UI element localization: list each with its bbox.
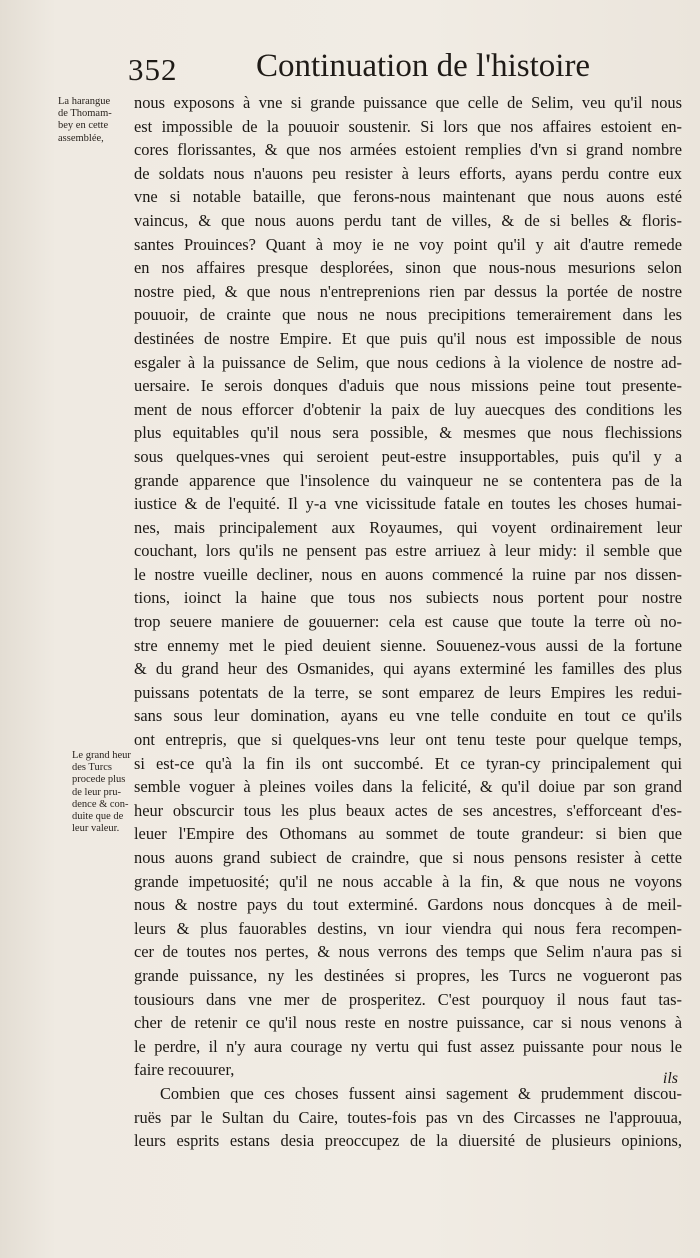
page-number: 352 bbox=[128, 52, 178, 87]
text-line: nous exposons à vne si grande puissance que celle de Selim, veu qu'il nous bbox=[134, 93, 682, 112]
marginal-note-grand-heur bbox=[72, 750, 140, 835]
marginal-line: bey en cette bbox=[58, 120, 109, 132]
paragraph2-line: Combien que ces choses fussent ainsi sagement & prudemment discou- bbox=[160, 1083, 682, 1103]
text-line: pouuoir, de crainte que nous ne nous precipitions temerairement dans les bbox=[134, 305, 682, 325]
text-line: plus equitables qu'il nous sera possible, & mesmes que nous flechissions bbox=[134, 423, 682, 443]
text-line: ment de nous efforcer d'obtenir la paix de luy auecques des conditions les bbox=[134, 399, 682, 419]
text-line: tions, ioinct la haine que tous nos subiects nous portent pour nostre bbox=[134, 588, 682, 608]
marginal-line: assemblée, bbox=[58, 132, 104, 144]
text-line: sans sous leur domination, ayans eu vne telle conduite en tout ce qu'ils bbox=[134, 706, 682, 726]
text-line: santes Prouinces? Quant à moy ie ne voy point qu'il y ait d'autre remede bbox=[134, 234, 682, 254]
marginal-line: leur valeur. bbox=[72, 823, 120, 835]
marginal-note-harangue bbox=[58, 96, 140, 145]
text-line: puissans potentats de la terre, se sont emparez de leurs Empires les redui- bbox=[134, 682, 682, 702]
text-line: ont entrepris, que si quelques-vns leur ont tenu teste pour quelque temps, bbox=[134, 730, 682, 750]
text-line: couchant, lors qu'ils ne pensent pas estre arriuez à leur midy: il semble que bbox=[134, 541, 682, 561]
text-line: grande apparence que l'insolence du vainqueur ne se contentera pas de la bbox=[134, 470, 682, 490]
page-header bbox=[128, 48, 591, 92]
text-line: de soldats nous n'auons peu resister à leurs efforts, ayans perdu contre eux bbox=[134, 163, 682, 183]
paragraph2-line: leurs esprits estans desia preoccupez de la diuersité de plusieurs opinions, bbox=[134, 1131, 682, 1151]
text-line: esgaler à la puissance de Selim, que nous cedions à la violence de nostre ad- bbox=[134, 352, 682, 372]
text-line: cher de retenir ce qu'il nous reste en nostre puissance, car si nous venons à bbox=[134, 1013, 682, 1033]
text-line: vaincus, & que nous auons perdu tant de villes, & de si belles & floris- bbox=[134, 210, 682, 230]
paragraph2-line: ruës par le Sultan du Caire, toutes-fois pas vn des Circasses ne l'approuua, bbox=[134, 1107, 682, 1127]
text-line: uersaire. Ie serois donques d'aduis que nous missions peine tout presente- bbox=[134, 376, 682, 396]
running-title: Continuation de l'histoire bbox=[256, 48, 591, 84]
marginal-line: duite que de bbox=[72, 811, 124, 823]
text-line: nous auons grand subiect de craindre, que si nous pensons resister à cette bbox=[134, 848, 682, 867]
text-line: iustice & de l'equité. Il y-a vne vicissitude fatale en toutes les choses humai- bbox=[134, 494, 682, 514]
marginal-line: dence & con- bbox=[72, 798, 129, 810]
text-line: est impossible de la pouuoir soustenir. Si lors que nos affaires estoient en- bbox=[134, 116, 682, 136]
text-line: cores florissantes, & que nos armées estoient remplies d'vn si grand nombre bbox=[134, 140, 682, 160]
text-line: destinées de nostre Empire. Et que puis qu'il nous est impossible de nous bbox=[134, 328, 682, 348]
marginal-line: procede plus bbox=[72, 774, 126, 786]
text-line: en nos affaires presque desplorées, sinon que nous-nous mesurions selon bbox=[134, 258, 682, 278]
text-line: grande impetuosité; qu'il ne nous accable à la fin, & que nous ne voyons bbox=[134, 871, 682, 891]
text-line: tousiours dans vne mer de prosperitez. C'est pourquoy il nous faut tas- bbox=[134, 989, 682, 1009]
text-line: le perdre, il n'y aura courage ny vertu qui fust assez puissante pour nous le bbox=[134, 1036, 682, 1056]
text-line: stre ennemy met le pied deuient sienne. Souuenez-vous aussi de la fortune bbox=[134, 635, 682, 655]
text-line: nostre pied, & que nous n'entreprenions rien par dessus la portée de nostre bbox=[134, 281, 682, 301]
marginal-line: de leur pru- bbox=[72, 786, 121, 798]
text-line: vne si notable bataille, que ferons-nous maintenant que nous auons esté bbox=[134, 187, 682, 207]
marginal-line: Le grand heur bbox=[72, 750, 131, 761]
text-line: trop seuere maniere de gouuerner: cela est cause que toute la terre où no- bbox=[134, 612, 682, 632]
marginal-line: de Thomam- bbox=[58, 108, 112, 120]
text-line: grande puissance, ny les destinées si propres, les Turcs ne vogueront pas bbox=[134, 965, 682, 985]
text-line: & du grand heur des Osmanides, qui ayans exterminé les familles des plus bbox=[134, 659, 682, 679]
text-line: leuer l'Empire des Othomans au sommet de toute grandeur: si bien que bbox=[134, 824, 682, 844]
catchword: ils bbox=[662, 1070, 678, 1087]
marginal-line: La harangue bbox=[58, 96, 111, 107]
text-line: sous quelques-vnes qui seroient peut-estre insupportables, puis qu'il y a bbox=[134, 446, 682, 466]
text-line: semble voguer à pleines voiles dans la felicité, & qu'il doiue par son grand bbox=[134, 777, 682, 797]
text-line: heur obscurcir tous les plus beaux actes de ses ancestres, s'efforceant d'es- bbox=[134, 800, 682, 820]
text-line: leurs & plus fauorables destins, vn iour viendra qui nous fera recompen- bbox=[134, 918, 682, 938]
text-line: cer de toutes nos pertes, & nous verrons des temps que Selim n'aura pas si bbox=[134, 942, 682, 962]
text-line: nes, mais principalement aux Royaumes, qui voyent ordinairement leur bbox=[134, 517, 682, 537]
text-line: nous & nostre pays du tout exterminé. Gardons nous doncques à de meil- bbox=[134, 895, 682, 915]
text-line: si est-ce qu'à la fin ils ont succombé. Et ce tyran-cy principalement qui bbox=[134, 753, 682, 773]
main-text bbox=[134, 91, 682, 1153]
text-line: le nostre vueille decliner, nous en auons commencé la ruine par nos dissen- bbox=[134, 564, 682, 584]
marginal-line: des Turcs bbox=[72, 762, 112, 774]
text-line: faire recouurer, bbox=[134, 1060, 235, 1080]
